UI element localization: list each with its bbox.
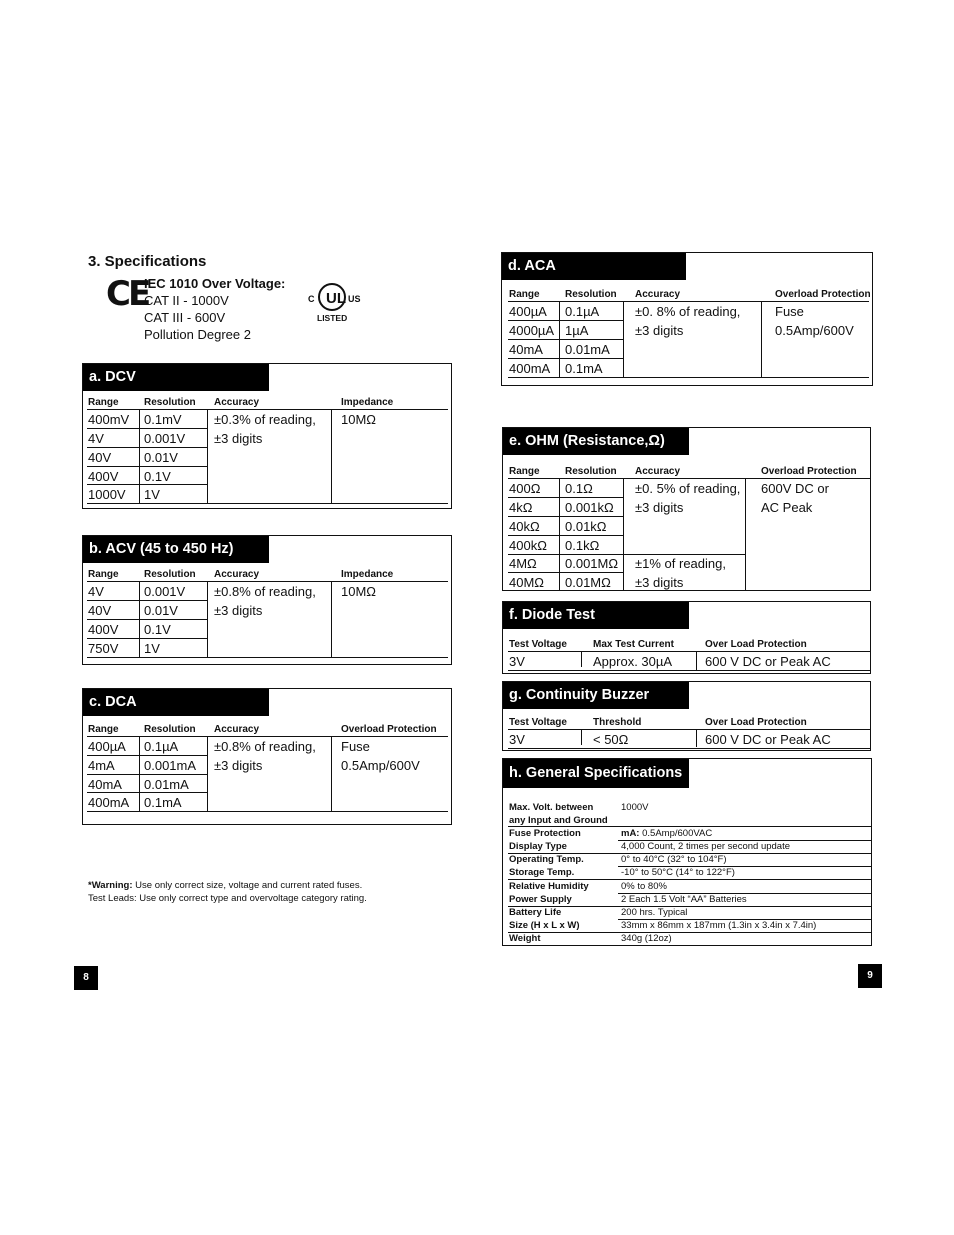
spec-label: Size (H x L x W) [509, 920, 580, 931]
value-cell: 600 V DC or Peak AC [705, 732, 831, 747]
ohm-table [502, 427, 871, 591]
spec-value: 340g (12oz) [621, 933, 672, 944]
aca-title: d. ACA [502, 253, 686, 280]
spec-label: Operating Temp. [509, 854, 584, 865]
resolution-cell: 0.1mA [565, 361, 603, 376]
resolution-cell: 1V [144, 487, 160, 502]
resolution-cell: 0.1mV [144, 412, 182, 427]
iec-title: IEC 1010 Over Voltage: [144, 276, 286, 291]
spec-label: Max. Volt. between [509, 802, 594, 813]
resolution-cell: 0.1mA [144, 795, 182, 810]
col-header: Accuracy [635, 466, 681, 477]
spec-value-bold: mA: [621, 828, 640, 839]
protection-cell: Fuse [775, 304, 804, 319]
accuracy-cell: ±3 digits [214, 758, 263, 773]
range-cell: 400mV [88, 412, 130, 427]
spec-label: Display Type [509, 841, 567, 852]
value-cell: 3V [509, 654, 525, 669]
accuracy-cell: ±0.3% of reading, [214, 412, 316, 427]
range-cell: 400mA [509, 361, 551, 376]
accuracy-cell: ±0. 5% of reading, [635, 481, 741, 496]
ul-c-text: C [308, 294, 315, 304]
dca-table [82, 688, 452, 825]
accuracy-cell: ±3 digits [635, 323, 684, 338]
spec-value: 1000V [621, 802, 649, 813]
col-header: Resolution [144, 569, 196, 580]
range-cell: 1000V [88, 487, 126, 502]
general-specifications-table [502, 758, 872, 946]
range-cell: 40kΩ [509, 519, 540, 534]
accuracy-cell: ±3 digits [214, 603, 263, 618]
spec-label: Fuse Protection [509, 828, 581, 839]
spec-label: Battery Life [509, 907, 562, 918]
ce-mark-icon: CE [106, 274, 149, 314]
value-cell: 3V [509, 732, 525, 747]
col-header: Overload Protection [341, 724, 437, 735]
acv-table [82, 535, 452, 665]
page-number-right: 9 [858, 964, 882, 988]
col-header: Accuracy [214, 569, 260, 580]
range-cell: 400kΩ [509, 538, 547, 553]
accuracy-cell: ±1% of reading, [635, 556, 726, 571]
resolution-cell: 0.01MΩ [565, 575, 611, 590]
range-cell: 4MΩ [509, 556, 537, 571]
col-header: Accuracy [214, 724, 260, 735]
col-header: Range [509, 289, 540, 300]
resolution-cell: 1µA [565, 323, 589, 338]
buzzer-title: g. Continuity Buzzer [503, 682, 689, 709]
resolution-cell: 1V [144, 641, 160, 656]
spec-label: Relative Humidity [509, 881, 589, 892]
page-number-left: 8 [74, 966, 98, 990]
col-header: Overload Protection [761, 466, 857, 477]
resolution-cell: 0.1kΩ [565, 538, 600, 553]
spec-value: 0% to 80% [621, 881, 667, 892]
warning-note [88, 880, 362, 891]
range-cell: 40mA [88, 777, 122, 792]
range-cell: 4000µA [509, 323, 555, 338]
col-header: Over Load Protection [705, 717, 807, 728]
resolution-cell: 0.01V [144, 603, 178, 618]
range-cell: 400V [88, 469, 119, 484]
impedance-cell: 10MΩ [341, 412, 377, 427]
col-header: Range [88, 569, 119, 580]
warning-label: *Warning: [88, 880, 133, 891]
range-cell: 400µA [509, 304, 547, 319]
ul-mark-text: UL [326, 290, 346, 307]
resolution-cell: 0.1µA [144, 739, 179, 754]
resolution-cell: 0.1V [144, 622, 171, 637]
acv-title: b. ACV (45 to 450 Hz) [83, 536, 269, 563]
range-cell: 4mA [88, 758, 115, 773]
col-header: Range [88, 724, 119, 735]
resolution-cell: 0.01kΩ [565, 519, 607, 534]
continuity-buzzer-table [502, 681, 871, 751]
col-header: Max Test Current [593, 639, 674, 650]
col-header: Resolution [565, 466, 617, 477]
accuracy-cell: ±0.8% of reading, [214, 584, 316, 599]
resolution-cell: 0.001MΩ [565, 556, 619, 571]
spec-value: 4,000 Count, 2 times per second update [621, 841, 791, 852]
warning-text: Use only correct size, voltage and current rated fuses. [132, 880, 363, 891]
general-title: h. General Specifications [503, 759, 689, 788]
spec-value [621, 828, 712, 839]
accuracy-cell: ±0.8% of reading, [214, 739, 316, 754]
protection-cell: 600V DC or [761, 481, 829, 496]
accuracy-cell: ±3 digits [635, 575, 684, 590]
test-leads-note: Test Leads: Use only correct type and overvoltage category rating. [88, 893, 367, 904]
ul-us-text: US [348, 294, 361, 304]
spec-value: 0° to 40°C (32° to 104°F) [621, 854, 727, 865]
range-cell: 40V [88, 450, 112, 465]
resolution-cell: 0.01mA [565, 342, 610, 357]
spec-value-text: 0.5Amp/600VAC [639, 828, 713, 839]
range-cell: 750V [88, 641, 119, 656]
col-header: Over Load Protection [705, 639, 807, 650]
range-cell: 40MΩ [509, 575, 545, 590]
dcv-title: a. DCV [83, 364, 269, 391]
protection-cell: AC Peak [761, 500, 813, 515]
col-header: Range [509, 466, 540, 477]
resolution-cell: 0.1Ω [565, 481, 593, 496]
ul-listed-text: LISTED [317, 313, 348, 323]
col-header: Threshold [593, 717, 642, 728]
diode-test-table [502, 601, 871, 674]
value-cell: < 50Ω [593, 732, 629, 747]
value-cell: 600 V DC or Peak AC [705, 654, 831, 669]
range-cell: 400µA [88, 739, 126, 754]
protection-cell: Fuse [341, 739, 370, 754]
range-cell: 400Ω [509, 481, 541, 496]
spec-value: -10° to 50°C (14° to 122°F) [621, 867, 735, 878]
impedance-cell: 10MΩ [341, 584, 377, 599]
col-header: Range [88, 397, 119, 408]
spec-value: 200 hrs. Typical [621, 907, 688, 918]
resolution-cell: 0.1µA [565, 304, 600, 319]
col-header: Overload Protection [775, 289, 871, 300]
resolution-cell: 0.01V [144, 450, 178, 465]
resolution-cell: 0.001kΩ [565, 500, 614, 515]
spec-label: Storage Temp. [509, 867, 575, 878]
col-header: Test Voltage [509, 639, 567, 650]
col-header: Resolution [565, 289, 617, 300]
col-header: Resolution [144, 724, 196, 735]
diode-title: f. Diode Test [503, 602, 689, 629]
dca-title: c. DCA [83, 689, 269, 716]
value-cell: Approx. 30µA [593, 654, 673, 669]
resolution-cell: 0.001V [144, 584, 186, 599]
ul-listed-logo-icon [305, 281, 365, 325]
spec-label: Power Supply [509, 894, 572, 905]
ohm-title: e. OHM (Resistance,Ω) [503, 428, 689, 455]
resolution-cell: 0.001V [144, 431, 186, 446]
spec-value: 2 Each 1.5 Volt “AA” Batteries [621, 894, 747, 905]
protection-cell: 0.5Amp/600V [775, 323, 854, 338]
resolution-cell: 0.1V [144, 469, 171, 484]
col-header: Resolution [144, 397, 196, 408]
iec-line: CAT II - 1000V [144, 293, 229, 308]
range-cell: 4V [88, 431, 104, 446]
col-header: Accuracy [214, 397, 260, 408]
page-heading: 3. Specifications [88, 253, 207, 270]
resolution-cell: 0.01mA [144, 777, 189, 792]
iec-line: Pollution Degree 2 [144, 327, 251, 342]
spec-label: any Input and Ground [509, 815, 608, 826]
range-cell: 4kΩ [509, 500, 533, 515]
resolution-cell: 0.001mA [144, 758, 197, 773]
spec-value: 33mm x 86mm x 187mm (1.3in x 3.4in x 7.4in) [621, 920, 817, 931]
range-cell: 4V [88, 584, 104, 599]
range-cell: 40mA [509, 342, 543, 357]
col-header: Accuracy [635, 289, 681, 300]
accuracy-cell: ±3 digits [214, 431, 263, 446]
iec-line: CAT III - 600V [144, 310, 226, 325]
range-cell: 40V [88, 603, 112, 618]
accuracy-cell: ±3 digits [635, 500, 684, 515]
spec-label: Weight [509, 933, 541, 944]
col-header: Impedance [341, 397, 394, 408]
accuracy-cell: ±0. 8% of reading, [635, 304, 741, 319]
range-cell: 400V [88, 622, 119, 637]
col-header: Impedance [341, 569, 394, 580]
range-cell: 400mA [88, 795, 130, 810]
col-header: Test Voltage [509, 717, 567, 728]
protection-cell: 0.5Amp/600V [341, 758, 420, 773]
iec-info [144, 275, 285, 343]
aca-table [501, 252, 873, 386]
dcv-table [82, 363, 452, 509]
